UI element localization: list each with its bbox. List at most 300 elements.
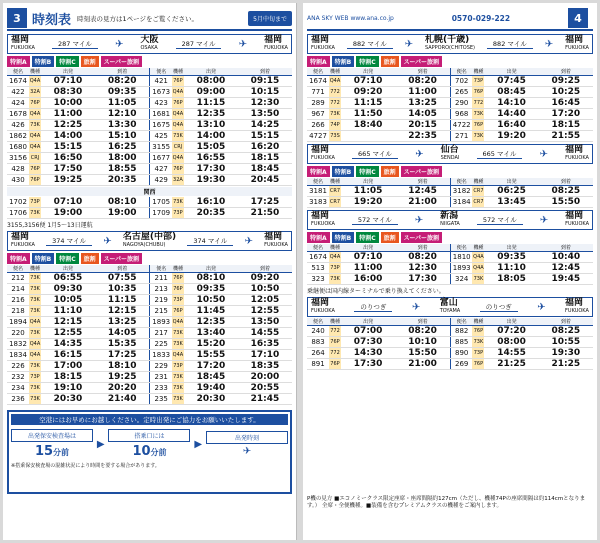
table-header — [307, 318, 593, 326]
table-cell: 3184 — [450, 197, 472, 208]
column-header: 便名 — [450, 178, 472, 186]
route-from: 福岡 FUKUOKA — [11, 232, 35, 249]
column-header: 機種 — [329, 179, 340, 185]
route-distance: 665 マイル — [477, 149, 523, 159]
route-from: 福岡 FUKUOKA — [311, 35, 335, 51]
route-mid: 名古屋(中部) NAGOYA(CHUBU) — [122, 232, 177, 249]
table-cell: 20:30 — [184, 394, 238, 405]
route-banner-osaka — [7, 34, 292, 54]
table-cell: 07:10 — [341, 76, 395, 87]
fare-legend — [307, 56, 593, 67]
table-cell: 21:50 — [238, 208, 292, 219]
table-cell: 09:15 — [238, 76, 292, 87]
table-cell: 217 — [150, 328, 172, 339]
column-header: 到着 — [539, 68, 593, 76]
plane-icon: ✈ — [103, 235, 112, 247]
table-cell: 1705 — [150, 197, 172, 208]
fare-badge: 特割A — [307, 232, 330, 243]
table-cell: 76P — [29, 98, 41, 109]
route-mid: 大阪 OSAKA — [140, 35, 159, 51]
table-cell: 10:55 — [539, 337, 593, 348]
table-cell: 18:05 — [484, 274, 538, 285]
table-cell: 19:45 — [539, 274, 593, 285]
table-cell: 426 — [7, 120, 29, 131]
phone-number: 0570-029-222 — [451, 13, 511, 23]
fare-badge: 特割B — [332, 56, 355, 67]
table-cell: 11:45 — [184, 306, 238, 317]
table-cell: Q4A — [29, 339, 41, 350]
table-cell: 76P — [472, 87, 484, 98]
column-header: 便名 — [307, 68, 329, 76]
table-row — [7, 306, 292, 317]
page-header — [307, 7, 593, 31]
table-cell: 73K — [29, 306, 41, 317]
column-header: 便名 — [7, 68, 29, 76]
table-cell: Q4A — [472, 263, 484, 274]
table-row — [307, 109, 593, 120]
timetable-niigata — [307, 244, 593, 285]
table-cell: 08:20 — [395, 252, 450, 263]
table-row — [7, 284, 292, 295]
table-cell: Q4A — [29, 142, 41, 153]
table-cell: 1833 — [150, 350, 172, 361]
table-cell: 07:10 — [41, 76, 95, 87]
table-cell: 891 — [307, 359, 329, 370]
route-banner-nagoya — [7, 231, 292, 251]
table-cell: 19:40 — [184, 383, 238, 394]
table-cell: 15:50 — [539, 197, 593, 208]
table-cell: Q4A — [172, 317, 184, 328]
fare-badge: 特割C — [56, 56, 78, 67]
column-header: 到着 — [395, 318, 450, 326]
table-cell: 1675 — [150, 120, 172, 131]
timetable-note: 3155,3156便 1月5〜13日運航 — [7, 222, 93, 230]
table-cell: 14:55 — [484, 348, 538, 359]
table-cell: 236 — [7, 394, 29, 405]
table-cell: 21:00 — [395, 359, 450, 370]
info-title: 空港にはお早めにお越しください。定時出発にご協力をお願いいたします。 — [11, 414, 288, 425]
table-cell: 323 — [307, 274, 329, 285]
table-cell: 16:55 — [184, 153, 238, 164]
plane-icon: ✈ — [415, 148, 424, 160]
table-cell: 08:30 — [41, 87, 95, 98]
route-to: 福岡 FUKUOKA — [264, 232, 288, 249]
fare-legend — [7, 253, 292, 264]
table-cell: 218 — [7, 306, 29, 317]
route-distance: 374 マイル — [187, 236, 233, 246]
timetable-sendai — [307, 178, 593, 208]
column-header: 出発 — [184, 68, 238, 76]
table-cell: 09:20 — [341, 87, 395, 98]
table-cell: 73K — [29, 361, 41, 372]
table-cell: 08:20 — [395, 76, 450, 87]
column-header: 到着 — [395, 244, 450, 252]
table-cell: 16:45 — [539, 98, 593, 109]
table-cell: 225 — [150, 339, 172, 350]
table-cell: 73P — [29, 372, 41, 383]
table-cell: 76P — [29, 164, 41, 175]
column-header: 便名 — [150, 68, 172, 76]
column-header: 便名 — [150, 265, 172, 273]
table-header — [7, 265, 292, 273]
section-label: 関西 — [7, 187, 292, 196]
route-to: 福岡 FUKUOKA — [565, 298, 589, 314]
table-row — [7, 109, 292, 120]
table-cell: 424 — [7, 98, 29, 109]
timetable-sapporo — [307, 68, 593, 142]
table-cell: 13:45 — [484, 197, 538, 208]
table-cell: 73K — [472, 131, 484, 142]
plane-icon: ✈ — [537, 301, 546, 313]
table-cell: 11:50 — [341, 109, 395, 120]
table-cell: 264 — [307, 348, 329, 359]
table-cell: 427 — [150, 164, 172, 175]
table-cell: 1709 — [150, 208, 172, 219]
table-cell: 12:45 — [539, 263, 593, 274]
table-cell: 76P — [472, 359, 484, 370]
table-cell: 702 — [450, 76, 472, 87]
table-cell: 76P — [172, 164, 184, 175]
table-cell: 1832 — [7, 339, 29, 350]
column-header: 出発 — [484, 318, 538, 326]
table-cell: 18:15 — [41, 372, 95, 383]
table-cell: 08:45 — [484, 87, 538, 98]
table-cell: 19:25 — [95, 372, 150, 383]
table-cell: 14:35 — [41, 339, 95, 350]
column-header: 到着 — [539, 244, 593, 252]
fare-badge: 旅割 — [381, 166, 399, 177]
table-cell: 772 — [472, 98, 484, 109]
column-header: 出発 — [484, 68, 538, 76]
table-row — [307, 131, 593, 142]
table-cell: 18:35 — [238, 361, 292, 372]
table-cell: 08:20 — [395, 326, 450, 337]
table-cell: 215 — [150, 306, 172, 317]
table-cell: 1678 — [7, 109, 29, 120]
column-header: 機種 — [329, 319, 340, 325]
table-cell: 226 — [7, 361, 29, 372]
route-to: 福岡 FUKUOKA — [264, 35, 288, 51]
table-row — [7, 76, 292, 87]
table-cell: 11:15 — [95, 295, 150, 306]
table-cell: 14:40 — [484, 109, 538, 120]
route-distance: 287 マイル — [52, 39, 98, 49]
table-cell: 12:30 — [238, 98, 292, 109]
left-page — [3, 3, 297, 540]
table-cell: 20:35 — [95, 175, 150, 186]
table-row — [7, 273, 292, 284]
timetable-nagoya — [7, 265, 292, 405]
fare-badge: 旅割 — [81, 56, 99, 67]
table-row — [307, 76, 593, 87]
table-cell: 09:00 — [184, 87, 238, 98]
table-row — [307, 263, 593, 274]
table-cell: 3156 — [7, 153, 29, 164]
table-cell: 14:05 — [395, 109, 450, 120]
plane-icon: ✈ — [238, 38, 247, 50]
table-cell: 76P — [172, 306, 184, 317]
table-cell: 11:15 — [184, 98, 238, 109]
table-cell: 73K — [172, 394, 184, 405]
table-cell: Q4A — [172, 120, 184, 131]
table-cell: 883 — [307, 337, 329, 348]
route-distance: 374 マイル — [46, 236, 92, 246]
table-cell: Q4A — [172, 109, 184, 120]
table-row — [7, 131, 292, 142]
column-header: 出発 — [41, 265, 95, 273]
route-distance: 572 マイル — [477, 215, 523, 225]
table-cell: 19:20 — [484, 131, 538, 142]
table-cell: 17:10 — [238, 350, 292, 361]
table-cell: Q4A — [472, 252, 484, 263]
table-cell: 12:35 — [184, 317, 238, 328]
table-cell: 76P — [172, 76, 184, 87]
route-distance: 882 マイル — [487, 39, 533, 49]
fare-badge: 特割A — [7, 56, 30, 67]
header-tag: 5月中旬まで — [248, 11, 292, 26]
column-header: 出発 — [41, 68, 95, 76]
table-cell: 73K — [29, 273, 41, 284]
table-cell: 17:25 — [238, 197, 292, 208]
table-cell: 3181 — [307, 186, 329, 197]
table-cell: 21:40 — [95, 394, 150, 405]
route-from: 福岡 FUKUOKA — [311, 298, 335, 314]
table-cell: 07:30 — [341, 337, 395, 348]
plane-icon: ✈ — [244, 235, 253, 247]
table-cell: Q4A — [29, 350, 41, 361]
table-row — [7, 361, 292, 372]
table-cell: 11:15 — [341, 98, 395, 109]
table-cell: 73P — [29, 197, 41, 208]
table-cell: 73K — [472, 337, 484, 348]
table-row — [7, 197, 292, 208]
route-banner-sendai — [307, 144, 593, 164]
table-cell: 14:25 — [238, 120, 292, 131]
arrow-right-icon: ▶ — [96, 438, 105, 450]
info-step-depart: 出発時刻 ✈ — [206, 431, 288, 457]
table-cell: 229 — [150, 361, 172, 372]
table-cell: 08:25 — [539, 326, 593, 337]
table-cell: 4722 — [450, 120, 472, 131]
table-row — [7, 295, 292, 306]
route-to: 福岡 FUKUOKA — [565, 145, 589, 161]
table-cell: Q4A — [329, 252, 341, 263]
table-cell: 290 — [450, 98, 472, 109]
table-cell: 10:40 — [539, 252, 593, 263]
table-cell: 17:00 — [41, 361, 95, 372]
fare-badge: 特割C — [356, 56, 378, 67]
timetable-note: 乗継便は国内線ターミナルで乗り換えてください。 — [307, 288, 445, 295]
table-cell: 15:35 — [95, 339, 150, 350]
table-cell: 09:25 — [539, 76, 593, 87]
table-cell: 1706 — [7, 208, 29, 219]
table-cell: 14:00 — [41, 131, 95, 142]
table-cell: 14:05 — [95, 328, 150, 339]
table-cell: 17:25 — [95, 350, 150, 361]
table-cell: 73K — [172, 339, 184, 350]
table-cell: 265 — [450, 87, 472, 98]
plane-icon: ✈ — [539, 148, 548, 160]
table-row — [7, 120, 292, 131]
table-cell: Q4A — [329, 76, 341, 87]
table-cell: 1834 — [7, 350, 29, 361]
table-cell: 19:30 — [539, 348, 593, 359]
column-header: 機種 — [473, 69, 484, 75]
table-cell: 09:35 — [184, 284, 238, 295]
table-cell: 16:20 — [238, 142, 292, 153]
table-cell: Q4A — [172, 350, 184, 361]
column-header: 出発 — [341, 318, 395, 326]
header-note: 時刻表の見方は1ページをご覧ください。 — [77, 14, 199, 23]
table-cell: 234 — [7, 383, 29, 394]
table-cell: 10:25 — [539, 87, 593, 98]
table-cell: 12:45 — [395, 186, 450, 197]
table-cell: 20:30 — [41, 394, 95, 405]
table-cell: 12:30 — [395, 263, 450, 274]
table-cell: 423 — [150, 98, 172, 109]
table-cell: 513 — [307, 263, 329, 274]
info-step-gate: 搭乗口には 10分前 — [108, 429, 190, 459]
table-row — [307, 120, 593, 131]
table-cell: 09:30 — [41, 284, 95, 295]
footer-note: P機の見方 ■エコノミークラス限定座席・座席間隔約127cm（ただし、機種74Pの座席間隔は約114cmとなります。） 全席・全便機種。■装備を含むプレミアムクラスの機種をご案内します。 — [307, 496, 586, 509]
fare-badge: 特割C — [356, 166, 378, 177]
table-cell: 10:15 — [238, 87, 292, 98]
table-cell: 16:40 — [484, 120, 538, 131]
table-cell: 20:20 — [95, 383, 150, 394]
table-cell: 73K — [172, 328, 184, 339]
table-cell: 07:10 — [41, 197, 95, 208]
route-mid: 富山 TOYAMA — [439, 298, 461, 314]
table-cell: 15:05 — [184, 142, 238, 153]
fare-badge: 特割B — [332, 166, 355, 177]
fare-badge: 旅割 — [81, 253, 99, 264]
route-distance: のりつぎ — [480, 302, 518, 312]
fare-legend — [307, 166, 593, 177]
column-header: 出発 — [341, 244, 395, 252]
table-cell: 11:00 — [41, 109, 95, 120]
table-cell: 08:10 — [95, 197, 150, 208]
table-cell: 14:00 — [184, 131, 238, 142]
table-cell: 08:00 — [184, 76, 238, 87]
table-cell: 07:45 — [484, 76, 538, 87]
table-cell: 10:35 — [95, 284, 150, 295]
table-cell: 1702 — [7, 197, 29, 208]
table-cell: 13:40 — [184, 328, 238, 339]
route-distance: 882 マイル — [347, 39, 393, 49]
table-cell: 1810 — [450, 252, 472, 263]
table-row — [7, 208, 292, 219]
table-cell: 240 — [307, 326, 329, 337]
column-header: 機種 — [329, 69, 340, 75]
right-page — [303, 3, 597, 540]
table-cell: 13:25 — [395, 98, 450, 109]
column-header: 機種 — [329, 245, 340, 251]
table-cell: 08:00 — [484, 337, 538, 348]
table-cell: 890 — [450, 348, 472, 359]
table-cell: 15:15 — [41, 142, 95, 153]
route-distance: 665 マイル — [352, 149, 398, 159]
table-cell: 07:20 — [484, 326, 538, 337]
table-cell: 73K — [29, 208, 41, 219]
table-cell: 73K — [329, 109, 341, 120]
column-header: 機種 — [29, 69, 40, 75]
table-cell: 73K — [329, 274, 341, 285]
table-cell: 772 — [329, 326, 341, 337]
table-cell: 428 — [7, 164, 29, 175]
table-cell: 11:05 — [341, 186, 395, 197]
column-header: 到着 — [539, 178, 593, 186]
table-cell: 73P — [472, 76, 484, 87]
fare-badge: スーパー旅割 — [101, 253, 142, 264]
table-cell: 429 — [150, 175, 172, 186]
column-header: 到着 — [539, 318, 593, 326]
table-cell: 219 — [150, 295, 172, 306]
table-cell: 32A — [29, 87, 41, 98]
table-cell: 16:10 — [184, 197, 238, 208]
table-cell: 73K — [472, 109, 484, 120]
table-cell: 235 — [150, 394, 172, 405]
info-steps — [11, 429, 288, 459]
table-cell: 772 — [329, 98, 341, 109]
table-cell: 1894 — [7, 317, 29, 328]
column-header: 出発 — [341, 178, 395, 186]
table-cell: 771 — [307, 87, 329, 98]
table-cell: 12:05 — [238, 295, 292, 306]
table-cell: 266 — [307, 120, 329, 131]
table-cell: 18:55 — [95, 164, 150, 175]
table-cell: 09:20 — [238, 273, 292, 284]
table-cell: 1673 — [150, 87, 172, 98]
table-cell: 289 — [307, 98, 329, 109]
table-cell: 76P — [172, 98, 184, 109]
table-cell: 1681 — [150, 109, 172, 120]
plane-icon: ✈ — [242, 446, 252, 458]
table-cell: 15:10 — [95, 131, 150, 142]
table-cell: 1862 — [7, 131, 29, 142]
plane-icon: ✈ — [544, 38, 554, 50]
table-cell: 21:25 — [539, 359, 593, 370]
table-cell: 211 — [150, 273, 172, 284]
table-cell: 19:00 — [41, 208, 95, 219]
table-cell: 882 — [450, 326, 472, 337]
table-cell: CR7 — [329, 197, 341, 208]
column-header: 機種 — [172, 266, 183, 273]
table-cell: 73K — [29, 383, 41, 394]
table-cell: 19:30 — [184, 175, 238, 186]
table-cell: 214 — [7, 284, 29, 295]
table-row — [7, 372, 292, 383]
table-row — [7, 317, 292, 328]
route-distance: 572 マイル — [352, 215, 398, 225]
table-cell: 430 — [7, 175, 29, 186]
table-cell: 10:05 — [41, 295, 95, 306]
table-header — [307, 68, 593, 76]
column-header: 便名 — [450, 318, 472, 326]
column-header: 便名 — [307, 244, 329, 252]
table-row — [307, 197, 593, 208]
route-mid: 仙台 SENDAI — [440, 145, 460, 161]
table-cell: CR7 — [472, 186, 484, 197]
route-distance: のりつぎ — [354, 302, 392, 312]
table-cell: 16:35 — [238, 339, 292, 350]
column-header: 便名 — [307, 178, 329, 186]
table-cell: 18:45 — [184, 372, 238, 383]
table-cell: 76P — [329, 359, 341, 370]
table-cell: 12:35 — [184, 109, 238, 120]
fare-badge: 特割A — [307, 56, 330, 67]
column-header: 到着 — [395, 68, 450, 76]
